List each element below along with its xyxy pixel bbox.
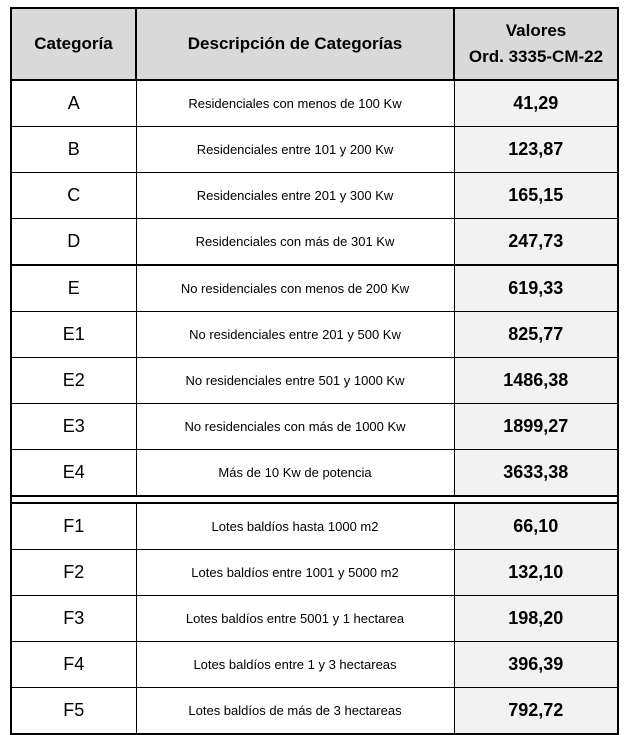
category-cell: E4 (11, 450, 136, 497)
table-row (11, 173, 618, 219)
table-row (11, 265, 618, 312)
category-cell: F5 (11, 688, 136, 735)
category-cell: E (11, 265, 136, 312)
table-row (11, 127, 618, 173)
description-cell: No residenciales con menos de 200 Kw (136, 265, 454, 312)
table-row (11, 312, 618, 358)
table-row (11, 219, 618, 266)
description-cell: Residenciales con menos de 100 Kw (136, 80, 454, 127)
description-cell: No residenciales con más de 1000 Kw (136, 404, 454, 450)
description-cell: Residenciales entre 101 y 200 Kw (136, 127, 454, 173)
category-table (10, 7, 619, 735)
category-cell: D (11, 219, 136, 266)
description-cell: Lotes baldíos hasta 1000 m2 (136, 503, 454, 550)
category-table-container (10, 7, 617, 735)
header-values (454, 8, 618, 80)
value-cell: 123,87 (454, 127, 618, 173)
category-cell: C (11, 173, 136, 219)
value-cell: 165,15 (454, 173, 618, 219)
table-row (11, 550, 618, 596)
description-cell: Lotes baldíos entre 5001 y 1 hectarea (136, 596, 454, 642)
value-cell: 41,29 (454, 80, 618, 127)
category-cell: F1 (11, 503, 136, 550)
category-cell: E3 (11, 404, 136, 450)
description-cell: Residenciales con más de 301 Kw (136, 219, 454, 266)
header-values-line1: Valores (505, 21, 567, 40)
value-cell: 66,10 (454, 503, 618, 550)
table-row (11, 358, 618, 404)
category-cell: F3 (11, 596, 136, 642)
value-cell: 792,72 (454, 688, 618, 735)
value-cell: 619,33 (454, 265, 618, 312)
value-cell: 1899,27 (454, 404, 618, 450)
table-row (11, 503, 618, 550)
value-cell: 198,20 (454, 596, 618, 642)
value-cell: 1486,38 (454, 358, 618, 404)
table-row (11, 80, 618, 127)
table-body (11, 80, 618, 734)
category-cell: F4 (11, 642, 136, 688)
description-cell: Lotes baldíos entre 1 y 3 hectareas (136, 642, 454, 688)
category-cell: F2 (11, 550, 136, 596)
table-row (11, 404, 618, 450)
value-cell: 132,10 (454, 550, 618, 596)
value-cell: 247,73 (454, 219, 618, 266)
category-cell: A (11, 80, 136, 127)
description-cell: No residenciales entre 501 y 1000 Kw (136, 358, 454, 404)
table-row (11, 450, 618, 497)
description-cell: Más de 10 Kw de potencia (136, 450, 454, 497)
description-cell: No residenciales entre 201 y 500 Kw (136, 312, 454, 358)
group-separator (11, 496, 618, 503)
category-cell: E2 (11, 358, 136, 404)
table-header (11, 8, 618, 80)
description-cell: Residenciales entre 201 y 300 Kw (136, 173, 454, 219)
value-cell: 3633,38 (454, 450, 618, 497)
table-row (11, 596, 618, 642)
header-row (11, 8, 618, 80)
value-cell: 825,77 (454, 312, 618, 358)
table-row (11, 688, 618, 735)
description-cell: Lotes baldíos de más de 3 hectareas (136, 688, 454, 735)
table-row (11, 642, 618, 688)
category-cell: E1 (11, 312, 136, 358)
header-category: Categoría (11, 8, 136, 80)
header-values-line2: Ord. 3335-CM-22 (468, 47, 604, 66)
group-separator-cell (11, 496, 618, 503)
value-cell: 396,39 (454, 642, 618, 688)
description-cell: Lotes baldíos entre 1001 y 5000 m2 (136, 550, 454, 596)
header-description: Descripción de Categorías (136, 8, 454, 80)
category-cell: B (11, 127, 136, 173)
